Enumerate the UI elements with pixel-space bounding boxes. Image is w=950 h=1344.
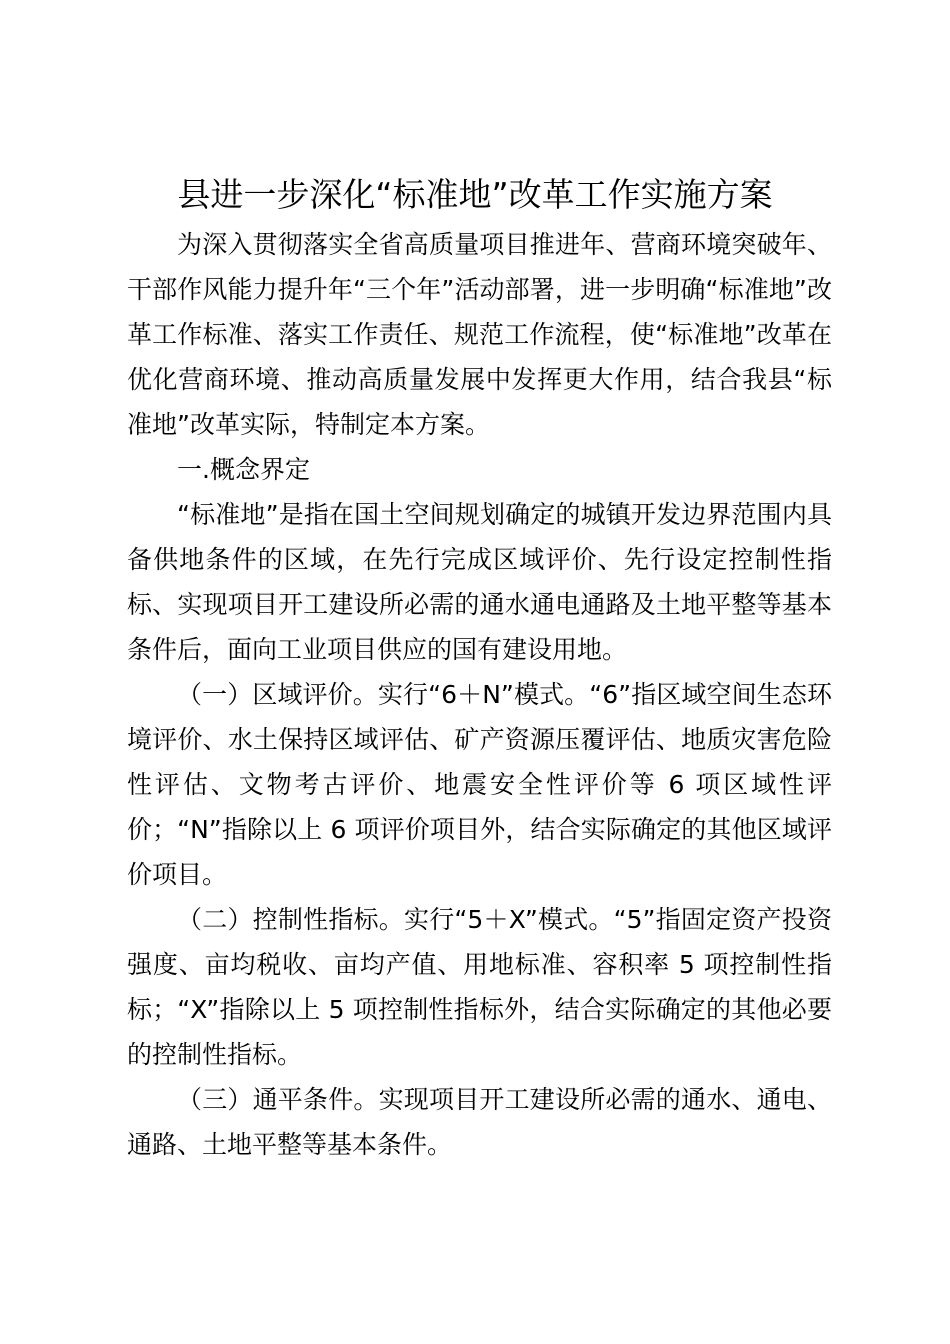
document-body [127,222,832,1167]
document-title: 县进一步深化“标准地”改革工作实施方案 [177,175,773,214]
section-heading-concept: 一.概念界定 [177,455,310,484]
item-site-conditions: （三）通平条件。实现项目开工建设所必需的通水、通电、通路、土地平整等基本条件。 [127,1085,832,1159]
item-control-indicators: （二）控制性指标。实行“5＋X”模式。“5”指固定资产投资强度、亩均税收、亩均产值、用地标准、容积率 5 项控制性指标；“X”指除以上 5 项控制性指标外，结合实际确定的其他必要的控制性指标。 [127,905,832,1069]
intro-paragraph: 为深入贯彻落实全省高质量项目推进年、营商环境突破年、干部作风能力提升年“三个年”活动部署，进一步明确“标准地”改革工作标准、落实工作责任、规范工作流程，使“标准地”改革在优化营商环境、推动高质量发展中发挥更大作用，结合我县“标准地”改革实际，特制定本方案。 [127,230,832,439]
item-regional-evaluation: （一）区域评价。实行“6＋N”模式。“6”指区域空间生态环境评价、水土保持区域评估、矿产资源压覆评估、地质灾害危险性评估、文物考古评价、地震安全性评价等 6 项区域性评价；“N”指除以上 6 项评价项目外，结合实际确定的其他区域评价项目。 [127,680,832,889]
definition-paragraph: “标准地”是指在国土空间规划确定的城镇开发边界范围内具备供地条件的区域，在先行完成区域评价、先行设定控制性指标、实现项目开工建设所必需的通水通电通路及土地平整等基本条件后，面向工业项目供应的国有建设用地。 [127,500,832,664]
